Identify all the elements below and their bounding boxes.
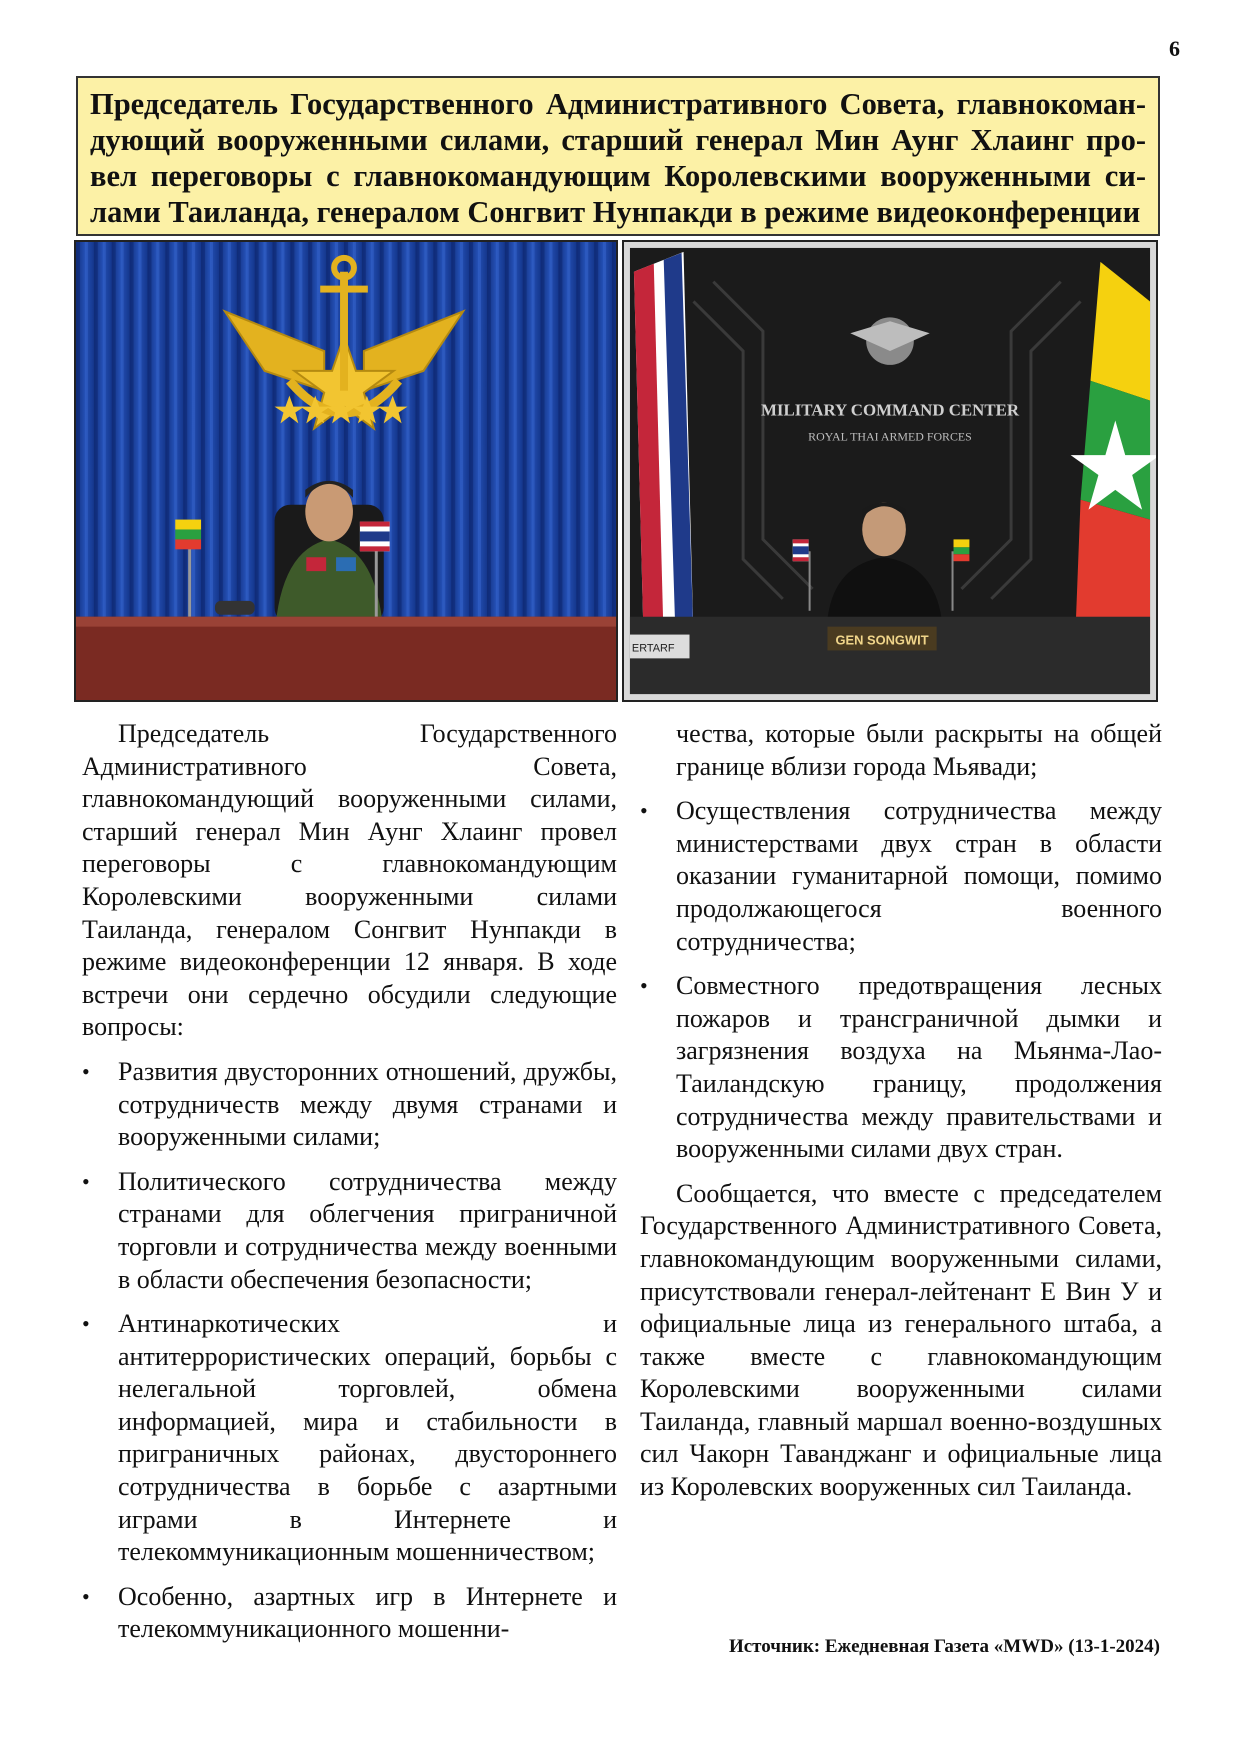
list-item-text: Политического сотрудничества между странами для облегчения приграничной торговли и сотрудничества между военными в области обеспечения безопасности; xyxy=(118,1166,617,1294)
headline-line: дующий вооруженными силами, старший генерал Мин Аунг Хлаинг про- xyxy=(90,123,1146,157)
photo-video-conference xyxy=(622,240,1158,702)
nameplate-left: ERTARF xyxy=(631,642,675,655)
source-credit: Источник: Ежедневная Газета «MWD» (13-1-2024) xyxy=(728,1636,1160,1657)
list-item-text: Особенно, азартных игр в Интернете и телекоммуникационного мошенни- xyxy=(118,1581,617,1644)
page-number: 6 xyxy=(1169,36,1180,61)
list-item-text: Развития двусторонних отношений, дружбы, сотрудничеств между двумя странами и вооруженными силами; xyxy=(118,1056,617,1152)
nameplate: GEN SONGWIT xyxy=(835,632,929,648)
photo-myanmar-scene xyxy=(76,242,616,700)
list-item: • Политического сотрудничества между странами для облегчения приграничной торговли и сотрудничества между военными в области обеспечения безопасности; xyxy=(82,1166,617,1294)
left-column xyxy=(82,718,617,1658)
left-bullet-list xyxy=(82,1056,617,1646)
continuation-text: чества, которые были раскрыты на общей границе вблизи города Мьявади; xyxy=(676,719,1162,781)
headline-line: лами Таиланда, генералом Сонгвит Нунпакди в режиме видеоконференции xyxy=(90,195,1141,229)
list-item: • Особенно, азартных игр в Интернете и телекоммуникационного мошенни- xyxy=(82,1581,617,1644)
thai-flag-icon xyxy=(634,252,694,649)
headline-line: Председатель Государственного Административного Совета, главнокоман- xyxy=(90,87,1146,121)
list-item-text: Антинаркотических и антитеррористических операций, борьбы с нелегальной торговлей, обмена информацией, мира и стабильности в приграничных районах, двустороннего сотрудничества в борьбе с азартными играми в Интернете и телекоммуникационным мошенничеством; xyxy=(118,1309,617,1567)
list-item: • Антинаркотических и антитеррористических операций, борьбы с нелегальной торговлей, обмена информацией, мира и стабильности в приграничных районах, двустороннего сотрудничества в борьбе с азартными играми в Интернете и телекоммуникационным мошенничеством; xyxy=(82,1309,617,1567)
list-item-text: Совместного предотвращения лесных пожаров и трансграничной дымки и загрязнения воздуха на Мьянма-Лао-Таиландскую границу, продолжения сотрудничества между правительствами и вооруженными силами двух стран. xyxy=(676,971,1162,1164)
sign-line-1: MILITARY COMMAND CENTER xyxy=(760,400,1020,420)
list-item: • Совместного предотвращения лесных пожаров и трансграничной дымки и загрязнения воздуха на Мьянма-Лао-Таиландскую границу, продолжения сотрудничества между правительствами и вооруженными силами двух стран. xyxy=(640,971,1162,1164)
list-item-text: Осуществления сотрудничества между министерствами двух стран в области оказании гуманитарной помощи, помимо продолжающегося военного сотрудничества; xyxy=(676,796,1162,956)
sign-line-2: ROYAL THAI ARMED FORCES xyxy=(808,429,972,444)
right-column xyxy=(640,718,1162,1504)
list-item: • Осуществления сотрудничества между министерствами двух стран в области оказании гуманитарной помощи, помимо продолжающегося военного сотрудничества; xyxy=(640,796,1162,956)
photo-thai-scene xyxy=(624,242,1156,700)
intro-paragraph: Председатель Государственного Административного Совета, главнокомандующий вооруженными силами, старший генерал Мин Аунг Хлаинг провел переговоры с главнокомандующим Королевскими вооруженными силами Таиланда, генералом Сонгвит Нунпакди в режиме видеоконференции 12 января. В ходе встречи они сердечно обсудили следующие вопросы: xyxy=(82,719,617,1042)
headline-box xyxy=(76,76,1160,236)
closing-paragraph: Сообщается, что вместе с председателем Государственного Административного Совета, главнокомандующим вооруженными силами, присутствовали генерал-лейтенант Е Вин У и официальные лица из генерального штаба, а также вместе с главнокомандующим Королевскими вооруженными силами Таиланда, главный маршал военно-воздушных сил Чакорн Таванджанг и официальные лица из Королевских вооруженных сил Таиланда. xyxy=(640,1178,1162,1502)
photo-myanmar-commander xyxy=(74,240,618,702)
headline-line: вел переговоры с главнокомандующим Королевскими вооруженными си- xyxy=(90,159,1146,193)
list-item: • Развития двусторонних отношений, дружбы, сотрудничеств между двумя странами и вооруженными силами; xyxy=(82,1056,617,1152)
right-bullet-list xyxy=(640,795,1162,1166)
